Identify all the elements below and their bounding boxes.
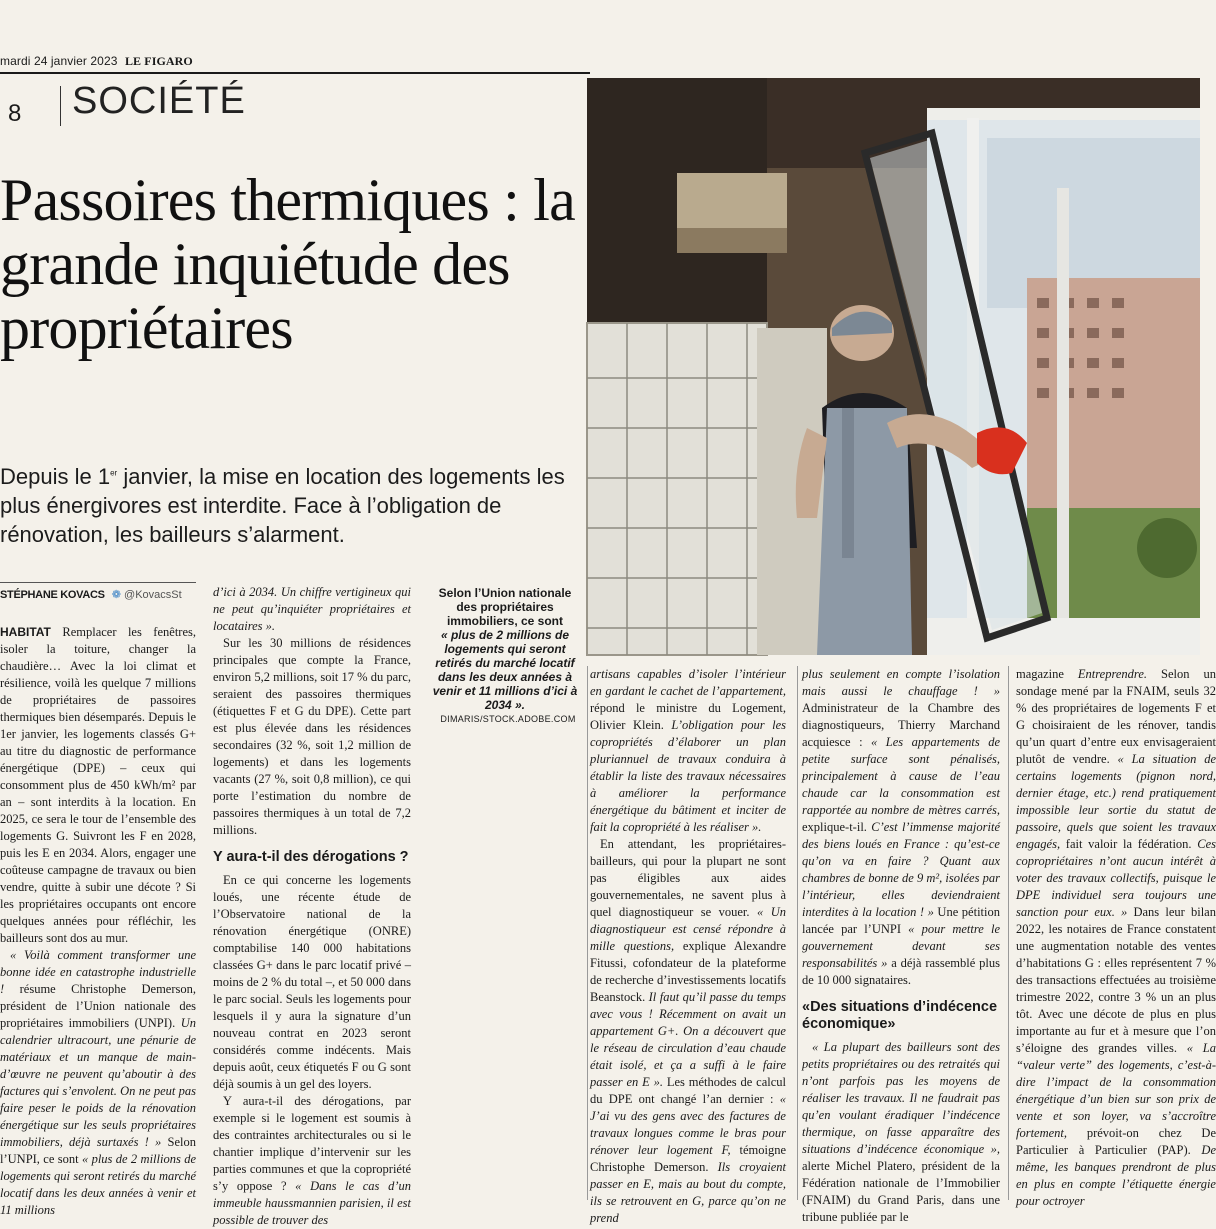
paragraph (213, 1093, 411, 1229)
twitter-icon: ❁ (111, 589, 121, 601)
text-run: magazine (1016, 667, 1078, 681)
paragraph (0, 624, 196, 947)
quote-run: Un calendrier ultracourt, une pénurie de matériaux et un manque de main-d’œuvre ne peuvent qu’aboutir à des factures qui s’envolent. On ne peut pas faire peser le poids de la rénovation énergétique sur les seuls propriétaires immobiliers, déjà surtaxés ! » (0, 1016, 196, 1149)
paragraph (1016, 666, 1216, 1210)
quote-run: « Voilà comment transformer une bonne idée en catastrophe industrielle ! (0, 948, 196, 996)
text-run: Une pétition lancée par l’UNPI (802, 905, 1000, 936)
caption-lead: Selon l’Union nationale des propriétaires immobiliers, ce sont (438, 586, 572, 628)
text-run: alerte Michel Platero, président de la Fédération nationale de l’Immobilier (FNAIM) du Grand Paris, dans une tribune publiée par le (802, 1159, 1000, 1224)
photo-credit: DIMARIS/STOCK.ADOBE.COM (440, 714, 576, 724)
text-run: Y aura-t-il des dérogations, par exemple si le logement est soumis à des contraintes architecturales ou si le chantier implique d’intervenir sur les parties communes et que la copropriété s’y oppose ? (213, 1094, 411, 1193)
text-run: répond le ministre du Logement, Olivier Klein. (590, 701, 786, 732)
photo-caption (430, 586, 580, 712)
column-rule (587, 666, 588, 1200)
paragraph (802, 666, 1000, 989)
standfirst-sup: er (110, 468, 118, 478)
text-run: prévoit-on chez De Particulier à Particulier (PAP). (1016, 1126, 1216, 1157)
text-column-4 (802, 666, 1001, 1224)
quote-run: « Un diagnostiqueur est censé répondre à mille questions, (590, 905, 786, 953)
paragraph (0, 947, 196, 1219)
text-column-1 (0, 624, 196, 1217)
photo-illustration (587, 78, 1200, 655)
caption-quote: « plus de 2 millions de logements qui seront retirés du marché locatif dans les deux années à venir et 11 millions d’ici à 2034 ». (432, 628, 578, 712)
author-handle: @KovacsSt (124, 589, 182, 601)
quote-run: « La plupart des bailleurs sont des petits propriétaires ou des retraités qui n’ont parfois pas les moyens de réaliser les travaux. Il ne faudrait pas qu’en voulant éradiquer l’indécence thermique, on fasse apparaître des situations d’indécence économique », (802, 1040, 1000, 1156)
masthead (0, 54, 193, 69)
column-rule (1008, 666, 1009, 1200)
quote-run: C’est l’immense majorité des biens loués en France : qu’est-ce qu’on va en faire ? Quant aux chambres de bonne de 9 m², isolées par l’intérieur, elles deviendraient interdites à la location ! » (802, 820, 1000, 919)
kicker: HABITAT (0, 625, 51, 639)
subheading: «Des situations d’indécence économique» (802, 999, 998, 1032)
paragraph (213, 635, 411, 839)
byline-rule (0, 582, 196, 583)
quote-run: « La situation de certains logements (pignon nord, dernier étage, etc.) rend pratiquement impossible leur sortie du statut de passoire, quels que soient les travaux engagés, (1016, 752, 1216, 851)
quote-run: L’obligation pour les copropriétés d’élaborer un plan pluriannuel de travaux conduira à établir la liste des travaux nécessaires à améliorer la performance énergétique du bâtiment et inciter de fait la copropriété à les réaliser ». (590, 718, 786, 834)
text-run: Dans leur bilan 2022, les notaires de France constatent une augmentation notable des ventes d’habitations G : elles représentent 7 % des transactions effectuées au troisième trimestre 2022, contre 3 % un an plus tôt. Avec une décote de plus en plus importante au fur et à mesure que l’on s’éloigne des grandes villes. (1016, 905, 1216, 1055)
paragraph (590, 666, 786, 836)
quote-run: Entreprendre. (1077, 667, 1147, 681)
text-run: Remplacer les fenêtres, isoler la toiture, changer la chaudière… Avec la loi climat et résilience, voilà les quelque 7 millions de propriétaires de passoires thermiques bien désemparés. Depuis le 1er janvier, les logements classés G+ au titre du diagnostic de performance énergétique (DPE) – ceux qui consomment plus de 450 kWh/m² par an – sont interdits à la location. En 2025, ce sera le tour de l’ensemble des logements G. Suivront les F en 2028, puis les E en 2034. Alors, engager une coûteuse campagne de travaux ou bien vendre, quitte à subir une décote ? Si les propriétaires occupants ont encore quelques années pour réfléchir, les bailleurs sont dos au mur. (0, 625, 196, 945)
quote-run: « plus de 2 millions de logements qui seront retirés du marché locatif dans les deux années à venir et 11 millions (0, 1152, 196, 1217)
quote-run: « La “valeur verte” des logements, c’est-à-dire l’impact de la consommation énergétique d’un bien sur son prix de vente et son loyer, va s’accroître fortement, (1016, 1041, 1216, 1140)
text-column-3 (590, 666, 787, 1225)
text-run: En attendant, les propriétaires-bailleurs, qui pour la plupart ne sont pas éligibles aux aides gouvernementales, ne savent plus à quel diagnostiqueur se vouer. (590, 837, 786, 919)
text-run: a déjà rassemblé plus de 10 000 signataires. (802, 956, 1001, 987)
header-rule (0, 72, 590, 74)
text-run: témoigne Christophe Demerson. (590, 1143, 786, 1174)
newspaper-name: LE FIGARO (124, 54, 193, 68)
quote-run: d’ici à 2034. Un chiffre vertigineux qui ne peut qu’inquiéter propriétaires et locataires ». (213, 585, 411, 633)
quote-run: artisans capables d’isoler l’intérieur en gardant le cachet de l’appartement, (590, 667, 786, 698)
text-run: Sur les 30 millions de résidences principales que compte la France, environ 5,2 millions, soit 17 % du parc, seraient des passoires thermiques (étiquettes F et G du DPE). Cette part est plus élevée dans les résidences secondaires (32 %, soit 1,2 million de logements) et dans les logements vacants (27 %, soit 0,8 million), ce qui porte l’estimation du nombre de passoires thermiques à un total de 7,2 millions. (213, 636, 411, 837)
byline (0, 588, 182, 601)
paragraph (802, 1039, 1000, 1226)
text-run: explique Alexandre Fitussi, cofondateur de la plateforme de recherche d’investissements locatifs Beanstock. (590, 939, 786, 1004)
standfirst-part: Depuis le 1 (0, 464, 111, 489)
quote-run: « J’ai vu des gens avec des factures de travaux longues comme le bras pour rénover leur logement F, (590, 1092, 786, 1157)
quote-run: De même, les banques prendront de plus en plus en compte l’étiquette énergie pour octroyer (1016, 1143, 1216, 1208)
date: mardi 24 janvier 2023 (0, 54, 118, 68)
text-column-5 (1016, 666, 1216, 1208)
article-photo (587, 78, 1200, 655)
standfirst-part: janvier, la mise en location des logements les plus énergivores est interdite. Face à l’obligation de rénovation, les bailleurs s’alarment. (0, 464, 565, 547)
quote-run: Ils croyaient passer en E, mais au bout du compte, ils se retrouvent en G, parce qu’on ne prend (590, 1160, 786, 1225)
quote-run: Il faut qu’il passe du temps avec vous ! Récemment on avait un appartement G+. On a découvert que le réseau de circulation d’eau chaude était isolé, et ça a suffi à le faire passer en E ». (590, 990, 786, 1089)
quote-run: « Les appartements de petite surface sont pénalisés, principalement à cause de l’eau chaude car la consommation est rapportée au nombre de mètres carrés, (802, 735, 1000, 817)
subheading: Y aura-t-il des dérogations ? (213, 849, 409, 865)
text-run: Selon l’UNPI, ce sont (0, 1135, 196, 1166)
quote-run: plus seulement en compte l’isolation mais aussi le chauffage ! » (802, 667, 1000, 698)
text-run: résume Christophe Demerson, président de l’Union nationale des propriétaires immobiliers (UNPI). (0, 982, 196, 1030)
paragraph (213, 584, 411, 635)
page-number: 8 (8, 100, 22, 127)
paragraph (590, 836, 786, 1227)
paragraph (213, 872, 411, 1093)
column-rule (797, 666, 798, 1200)
quote-run: « Dans le cas d’un immeuble haussmannien parisien, il est possible de trouver des (213, 1179, 411, 1227)
text-run: Selon un sondage mené par la FNAIM, seuls 32 % des propriétaires de logements F et G choisiraient de les rénover, tandis qu’un quart d’entre eux envisageraient plutôt de vendre. (1016, 667, 1216, 766)
section-divider (60, 86, 61, 126)
section-title: SOCIÉTÉ (72, 80, 246, 122)
text-run: explique-t-il. (802, 820, 872, 834)
text-run: Administrateur de la Chambre des diagnostiqueurs, Thierry Marchand acquiesce : (802, 701, 1000, 749)
standfirst (0, 462, 585, 549)
author-name: STÉPHANE KOVACS (0, 589, 105, 601)
text-run: En ce qui concerne les logements loués, une récente étude de l’Observatoire national de la rénovation énergétique (ONRE) comptabilise 140 000 habitations classées G+ dans le parc locatif privé – moins de 2 % du total –, et 50 000 dans le parc social. Seuls les logements pour lesquels il y aura la signature d’un nouveau contrat en 2023 seront considérés comme indécents. Mais depuis août, ceux étiquetés F ou G sont déjà soumis à un gel des loyers. (213, 873, 411, 1091)
quote-run: Ces copropriétaires n’ont aucun intérêt à voter des travaux collectifs, puisque le DPE individuel sera toujours une sanction pour eux. » (1016, 837, 1216, 919)
headline: Passoires thermiques : la grande inquiétude des propriétaires (0, 167, 575, 361)
quote-run: « pour mettre le gouvernement devant ses responsabilités » (802, 922, 1001, 970)
text-column-2 (213, 584, 411, 1227)
text-run: fait valoir la fédération. (1060, 837, 1198, 851)
text-run: Les méthodes de calcul du DPE ont changé l’an dernier : (590, 1075, 787, 1106)
